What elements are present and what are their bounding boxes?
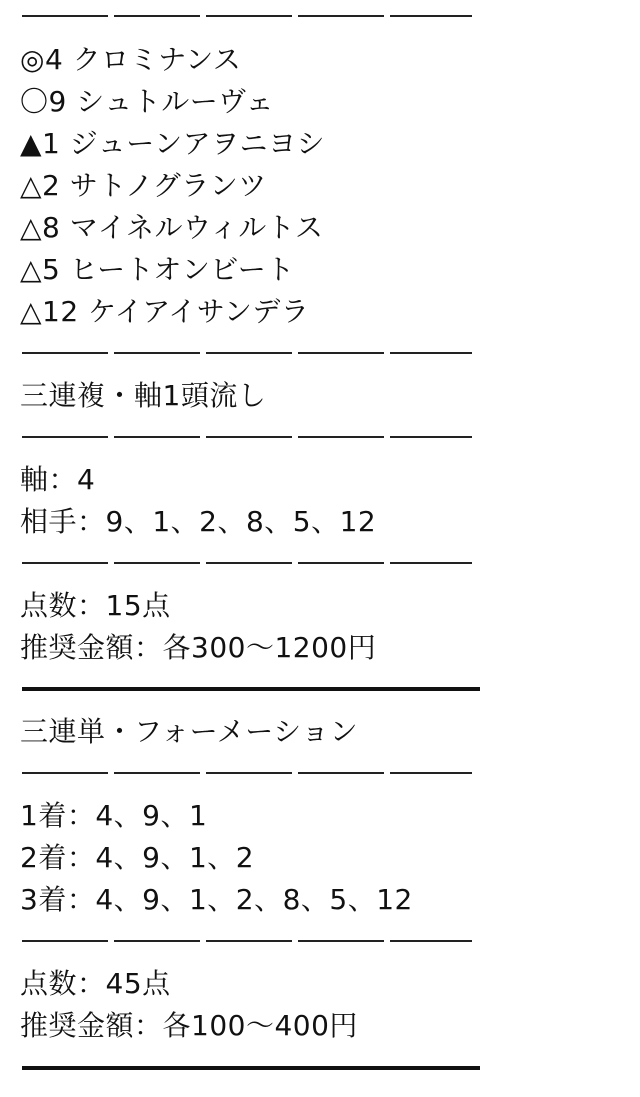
trio-title: 三連複・軸1頭流し bbox=[20, 379, 267, 412]
horse-number: 12 bbox=[42, 295, 79, 328]
section-divider bbox=[22, 1066, 480, 1070]
horse-name: ジューンアヲニヨシ bbox=[69, 127, 326, 160]
horse-name: ケイアイサンデラ bbox=[88, 295, 310, 328]
horse-number: 1 bbox=[42, 127, 61, 160]
dashed-divider bbox=[22, 562, 472, 564]
dashed-divider bbox=[22, 15, 472, 17]
dashed-divider bbox=[22, 352, 472, 354]
prediction-row bbox=[20, 210, 323, 246]
prediction-mark: 〇 bbox=[20, 85, 49, 118]
prediction-mark: △ bbox=[20, 295, 43, 328]
horse-name: シュトルーヴェ bbox=[76, 85, 275, 118]
dashed-divider bbox=[22, 940, 472, 942]
prediction-row bbox=[20, 168, 267, 204]
prediction-row bbox=[20, 84, 274, 120]
trifecta-title: 三連単・フォーメーション bbox=[20, 715, 359, 748]
horse-number: 9 bbox=[48, 85, 67, 118]
trio-points: 点数：15点 bbox=[20, 589, 171, 622]
trifecta-amount: 推奨金額：各100〜400円 bbox=[20, 1009, 358, 1042]
dashed-divider bbox=[22, 436, 472, 438]
horse-name: ヒートオンビート bbox=[69, 253, 295, 286]
horse-number: 2 bbox=[42, 169, 61, 202]
section-divider bbox=[22, 687, 480, 691]
horse-name: サトノグランツ bbox=[69, 169, 267, 202]
trio-partners: 相手：9、1、2、8、5、12 bbox=[20, 505, 377, 538]
prediction-row bbox=[20, 294, 309, 330]
prediction-mark: ▲ bbox=[20, 127, 43, 160]
prediction-row bbox=[20, 42, 241, 78]
trio-amount: 推奨金額：各300〜1200円 bbox=[20, 631, 377, 664]
prediction-row bbox=[20, 126, 325, 162]
dashed-divider bbox=[22, 772, 472, 774]
prediction-mark: △ bbox=[20, 253, 43, 286]
trifecta-third: 3着：4、9、1、2、8、5、12 bbox=[20, 883, 413, 916]
horse-name: クロミナンス bbox=[72, 43, 242, 76]
trifecta-second: 2着：4、9、1、2 bbox=[20, 841, 255, 874]
horse-number: 5 bbox=[42, 253, 61, 286]
horse-number: 4 bbox=[44, 43, 64, 76]
trifecta-first: 1着：4、9、1 bbox=[20, 799, 208, 832]
horse-number: 8 bbox=[42, 211, 61, 244]
trio-axis: 軸：4 bbox=[20, 463, 96, 496]
trifecta-points: 点数：45点 bbox=[20, 967, 171, 1000]
prediction-mark: ◎ bbox=[20, 43, 45, 76]
prediction-mark: △ bbox=[20, 169, 43, 202]
prediction-mark: △ bbox=[20, 211, 43, 244]
prediction-row bbox=[20, 252, 295, 288]
horse-name: マイネルウィルトス bbox=[69, 211, 324, 244]
